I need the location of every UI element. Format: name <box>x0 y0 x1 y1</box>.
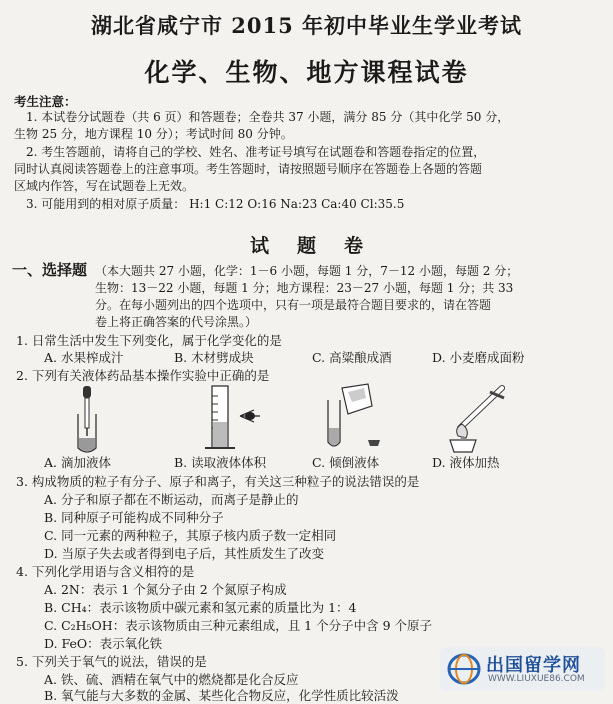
site-watermark <box>440 647 605 691</box>
graduated-cylinder-figure <box>200 382 270 454</box>
question-stem: 3. 构成物质的粒子有分子、原子和离子，有关这三种粒子的说法错误的是 <box>16 474 420 489</box>
option-a: A. 分子和原子都在不断运动，而离子是静止的 <box>44 492 299 507</box>
exam-title: 湖北省咸宁市 2015 年初中毕业生学业考试 <box>90 13 523 38</box>
option-d: D. FeO：表示氧化铁 <box>44 636 163 651</box>
notice-line: 2. 考生答题前，请将自己的学校、姓名、准考证号填写在试题卷和答题卷指定的位置， <box>26 145 486 159</box>
part-description: 分。在每小题列出的四个选项中，只有一项是最符合题目要求的，请在答题 <box>95 298 492 312</box>
section-title: 试题卷 <box>249 235 391 257</box>
question-stem: 4. 下列化学用语与含义相符的是 <box>16 564 195 579</box>
exam-subtitle: 化学、生物、地方课程试卷 <box>144 58 469 87</box>
notice-line: 生物 25 分，地方课程 10 分）；考试时间 80 分钟。 <box>14 127 293 141</box>
option-b: B. 读取液体体积 <box>174 455 267 470</box>
notice-line: 同时认真阅读答题卷上的注意事项。考生答题时，请按照题号顺序在答题卷上各题的答题 <box>14 162 483 176</box>
option-d: D. 液体加热 <box>432 455 500 470</box>
notice-line: 区域内作答，写在试题卷上无效。 <box>14 179 195 193</box>
globe-logo-icon <box>446 652 482 686</box>
notice-heading: 考生注意： <box>14 94 77 109</box>
option-c: C. C₂H₅OH：表示该物质由三种元素组成，且 1 个分子中含 9 个原子 <box>44 618 433 633</box>
option-a: A. 2N：表示 1 个氮分子由 2 个氮原子构成 <box>44 582 287 597</box>
notice-line: 1. 本试卷分试题卷（共 6 页）和答题卷；全卷共 37 小题，满分 85 分（其中化学 50 分， <box>26 110 510 124</box>
part-description: 生物：13－22 小题，每题 1 分；地方课程：23－27 小题，每题 1 分；共 33 <box>95 281 514 295</box>
option-d: D. 小麦磨成面粉 <box>432 350 525 365</box>
part-description: （本大题共 27 小题，化学：1－6 小题，每题 1 分，7－12 小题，每题 2 分； <box>95 264 519 278</box>
dropper-test-tube-figure <box>60 384 120 454</box>
option-c: C. 倾倒液体 <box>312 455 380 470</box>
option-a: A. 滴加液体 <box>44 455 111 470</box>
question-stem: 5. 下列关于氧气的说法，错误的是 <box>16 654 207 669</box>
question-stem: 1. 日常生活中发生下列变化，属于化学变化的是 <box>16 333 282 348</box>
part-heading: 一、选择题 <box>12 261 88 279</box>
notice-line: 3. 可能用到的相对原子质量： H:1 C:12 O:16 Na:23 Ca:40 Cl:35.5 <box>26 197 405 211</box>
option-b: B. CH₄：表示该物质中碳元素和氢元素的质量比为 1：4 <box>44 600 357 615</box>
option-b: B. 同种原子可能构成不同种分子 <box>44 510 224 525</box>
option-c: C. 高粱酿成酒 <box>312 350 392 365</box>
option-b: B. 氧气能与大多数的金属、某些化合物反应，化学性质比较活泼 <box>44 688 399 703</box>
option-d: D. 当原子失去或者得到电子后，其性质发生了改变 <box>44 546 325 561</box>
pouring-liquid-figure <box>318 380 388 454</box>
part-description: 卷上将正确答案的代号涂黑。） <box>95 315 258 329</box>
option-c: C. 同一元素的两种粒子，其原子核内质子数一定相同 <box>44 528 337 543</box>
watermark-url: WWW.LIUXUE86.COM <box>488 674 585 684</box>
question-stem: 2. 下列有关液体药品基本操作实验中正确的是 <box>16 368 270 383</box>
option-b: B. 木材劈成块 <box>174 350 254 365</box>
option-a: A. 铁、硫、酒精在氧气中的燃烧都是化合反应 <box>44 672 299 687</box>
heating-liquid-figure <box>440 378 520 454</box>
watermark-title: 出国留学网 <box>486 655 581 676</box>
option-a: A. 水果榨成汁 <box>44 350 124 365</box>
